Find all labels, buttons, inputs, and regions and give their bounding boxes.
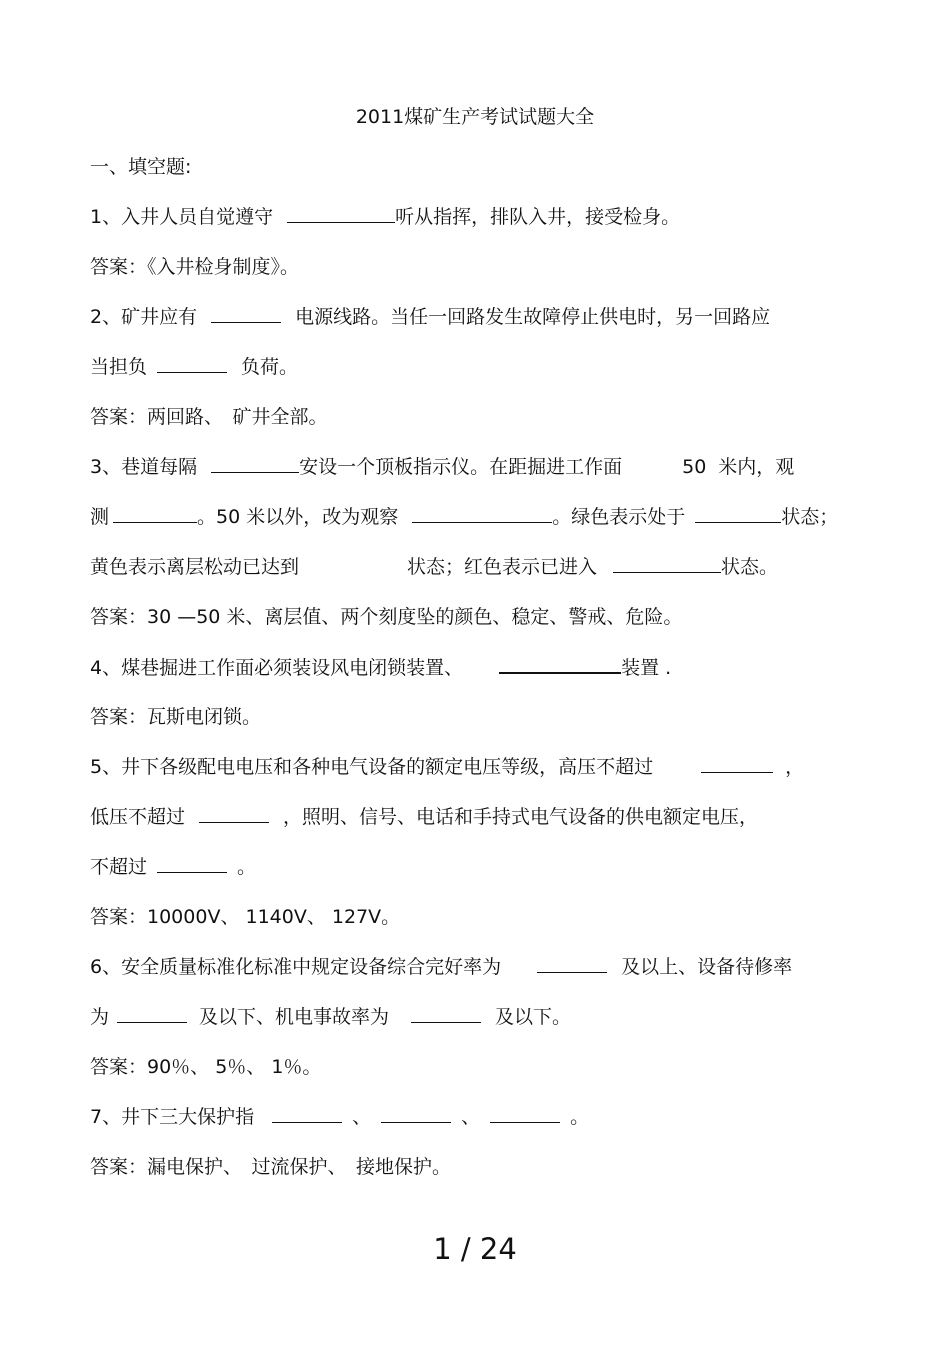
- q3-blank-1: [211, 454, 299, 473]
- q5-text-e: 不超过: [90, 856, 148, 878]
- question-1: [90, 204, 680, 230]
- question-2-cont: [90, 354, 298, 380]
- question-4: [90, 654, 671, 681]
- q3-blank-3: [412, 504, 552, 523]
- q3-blank-5: [613, 554, 721, 573]
- question-5: [90, 754, 804, 780]
- q3-text-c: 50: [682, 456, 707, 478]
- q2-text-b: 电源线路。当任一回路发生故障停止供电时，另一回路应: [295, 306, 771, 328]
- q6-blank-3: [411, 1004, 481, 1023]
- q3-text-d: 米内，观: [718, 456, 795, 478]
- q2-blank-2: [157, 354, 227, 373]
- question-3-cont-2: [90, 554, 778, 580]
- answer-1: 答案：《入井检身制度》。: [90, 256, 300, 278]
- q5-text-f: 。: [237, 856, 257, 878]
- q3-text-i: 黄色表示离层松动已达到: [90, 556, 300, 578]
- q6-text-b: 及以上、设备待修率: [621, 956, 793, 978]
- question-6-cont: [90, 1004, 571, 1030]
- question-3: [90, 454, 794, 480]
- q3-text-b: 安设一个顶板指示仪。在距掘进工作面: [299, 456, 623, 478]
- answer-2: 答案：两回路、 矿井全部。: [90, 406, 328, 428]
- answer-3: 答案：30 —50 米、离层值、两个刻度坠的颜色、稳定、警戒、危险。: [90, 606, 683, 628]
- q2-blank-1: [211, 304, 281, 323]
- q7-sep-2: 、: [461, 1106, 481, 1128]
- q6-text-a: 6、安全质量标准化标准中规定设备综合完好率为: [90, 956, 502, 978]
- section-heading: 一、填空题:: [90, 156, 192, 178]
- answer-6: 答案：90％、 5％、 1％。: [90, 1056, 322, 1078]
- q5-text-c: 低压不超过: [90, 806, 186, 828]
- q1-text-a: 1、入井人员自觉遵守: [90, 206, 274, 228]
- q3-text-g: 。绿色表示处于: [552, 506, 686, 528]
- q4-text-b: 装置 .: [621, 657, 672, 679]
- answer-4: 答案：瓦斯电闭锁。: [90, 706, 262, 728]
- question-6: [90, 954, 792, 980]
- q6-text-e: 及以下。: [495, 1006, 572, 1028]
- q3-text-e: 测: [90, 506, 110, 528]
- q7-text-d: 。: [570, 1106, 590, 1128]
- q1-text-b: 听从指挥，排队入井，接受检身。: [395, 206, 681, 228]
- q6-blank-2: [117, 1004, 187, 1023]
- q3-blank-2: [113, 504, 197, 523]
- q3-blank-4: [695, 504, 781, 523]
- question-2: [90, 304, 770, 330]
- q6-blank-1: [537, 954, 607, 973]
- answer-5: 答案：10000V、 1140V、 127V。: [90, 906, 401, 928]
- q7-blank-2: [381, 1104, 451, 1123]
- document-title: 2011煤矿生产考试试题大全: [355, 106, 595, 128]
- q5-text-a: 5、井下各级配电电压和各种电气设备的额定电压等级，高压不超过: [90, 756, 654, 778]
- q7-sep-1: 、: [352, 1106, 372, 1128]
- q5-text-b: ，: [785, 756, 805, 778]
- q1-blank: [287, 204, 395, 223]
- q2-text-d: 负荷。: [241, 356, 299, 378]
- question-5-cont: [90, 804, 758, 830]
- q7-blank-3: [490, 1104, 560, 1123]
- question-3-cont: [90, 504, 838, 530]
- q4-blank: [499, 654, 621, 674]
- q3-text-a: 3、巷道每隔: [90, 456, 198, 478]
- q2-text-c: 当担负: [90, 356, 148, 378]
- q7-text-a: 7、井下三大保护指: [90, 1106, 255, 1128]
- q7-blank-1: [272, 1104, 342, 1123]
- page-number: 1 / 24: [433, 1232, 517, 1266]
- q6-text-d: 及以下、机电事故率为: [199, 1006, 390, 1028]
- answer-7: 答案：漏电保护、 过流保护、 接地保护。: [90, 1156, 452, 1178]
- q3-text-h: 状态；: [781, 506, 839, 528]
- q2-text-a: 2、矿井应有: [90, 306, 198, 328]
- q5-blank-1: [701, 754, 773, 773]
- q5-text-d: ，照明、信号、电话和手持式电气设备的供电额定电压，: [283, 806, 759, 828]
- q3-text-j: 状态；红色表示已进入: [407, 556, 598, 578]
- q5-blank-3: [157, 854, 227, 873]
- q4-text-a: 4、煤巷掘进工作面必须装设风电闭锁装置、: [90, 657, 464, 679]
- q5-blank-2: [199, 804, 269, 823]
- question-7: [90, 1104, 589, 1130]
- q3-text-f: 。50 米以外，改为观察: [197, 506, 399, 528]
- q3-text-k: 状态。: [721, 556, 779, 578]
- question-5-cont-2: [90, 854, 256, 880]
- q6-text-c: 为: [90, 1006, 110, 1028]
